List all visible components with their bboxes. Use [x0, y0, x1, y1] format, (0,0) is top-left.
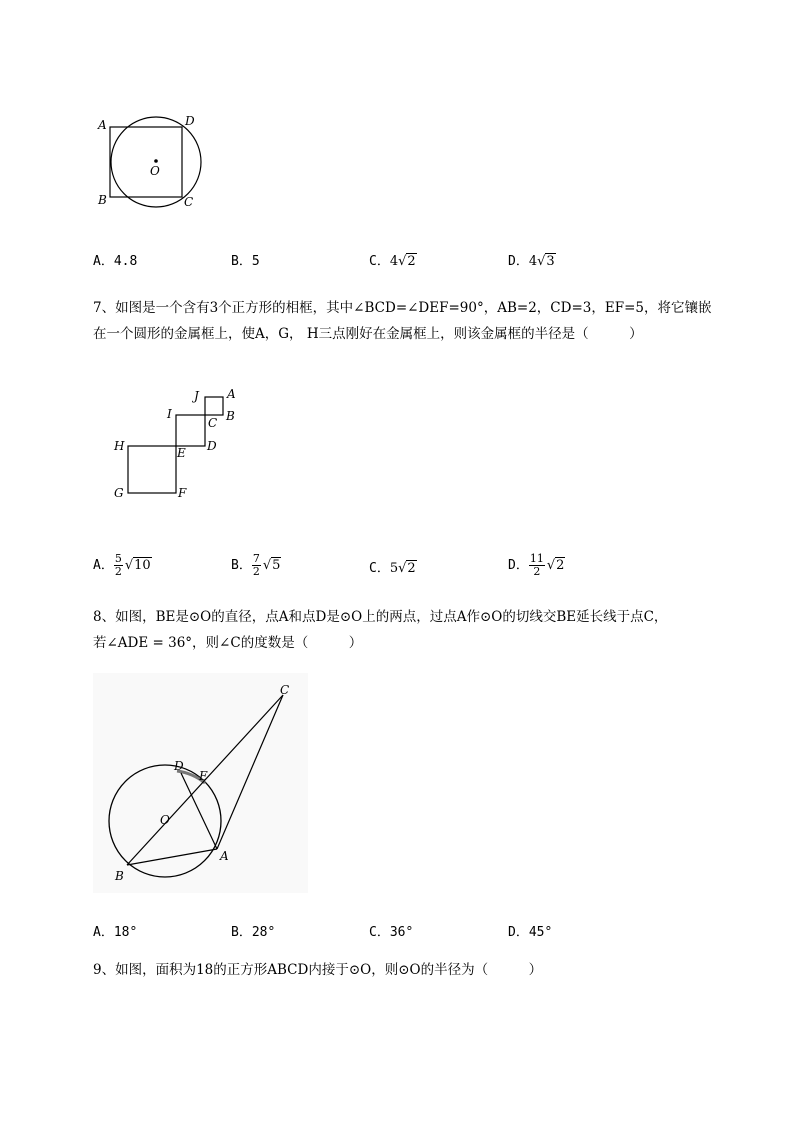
- label-C: C: [280, 683, 290, 697]
- radicand: 2: [407, 561, 416, 576]
- sqrt: √5: [262, 558, 281, 573]
- q7-option-d[interactable]: [508, 553, 565, 578]
- denominator: 2: [533, 565, 541, 578]
- q7-option-b[interactable]: [231, 553, 281, 578]
- option-value: 4.8: [113, 254, 138, 269]
- label-B: B: [115, 869, 124, 883]
- q6-option-d[interactable]: [508, 250, 556, 269]
- figure-square-circle: [90, 110, 220, 215]
- q8-option-a[interactable]: [93, 921, 137, 940]
- option-letter: D．: [508, 254, 529, 269]
- label-J: J: [194, 389, 199, 403]
- label-C: C: [184, 195, 194, 209]
- fraction: [252, 553, 261, 578]
- sqrt: √3: [537, 254, 555, 269]
- option-letter: B．: [231, 254, 252, 269]
- radicand: 10: [134, 558, 151, 573]
- option-value: 45°: [528, 925, 553, 940]
- q9-text: 9、如图，面积为18的正方形ABCD内接于⊙O，则⊙O的半径为（ ）: [93, 962, 543, 978]
- option-letter: A．: [93, 254, 114, 269]
- label-A: A: [98, 118, 107, 132]
- label-F: F: [178, 486, 187, 500]
- q8-option-c[interactable]: [369, 921, 413, 940]
- q8-line-2: 若∠ADE = 36°，则∠C的度数是（ ）: [93, 635, 363, 651]
- option-value: 36°: [389, 925, 414, 940]
- q8-option-d[interactable]: [508, 921, 552, 940]
- sqrt: √2: [546, 558, 565, 573]
- label-G: G: [114, 486, 124, 500]
- radicand: 2: [556, 558, 565, 573]
- radicand: 2: [407, 254, 416, 269]
- q7-option-a[interactable]: [93, 553, 152, 578]
- denominator: 2: [114, 565, 122, 578]
- label-E: E: [177, 446, 186, 460]
- option-letter: C．: [369, 561, 390, 576]
- label-H: H: [114, 439, 125, 453]
- label-B: B: [98, 193, 107, 207]
- option-letter: C．: [369, 254, 390, 269]
- label-D: D: [207, 439, 217, 453]
- numerator: 5: [114, 552, 122, 565]
- label-O: O: [150, 164, 160, 178]
- radicand: 3: [546, 254, 555, 269]
- label-O: O: [160, 813, 170, 827]
- option-coef: 5: [389, 561, 399, 576]
- q6-option-a[interactable]: [93, 250, 137, 269]
- label-D: D: [174, 759, 184, 773]
- q7-text: [93, 295, 753, 347]
- label-D: D: [185, 114, 195, 128]
- sqrt: √2: [398, 561, 416, 576]
- option-letter: A．: [93, 558, 114, 573]
- q8-line-1: 8、如图，BE是⊙O的直径，点A和点D是⊙O上的两点，过点A作⊙O的切线交BE延长线于点C，: [93, 609, 668, 625]
- fraction: [529, 553, 545, 578]
- option-coef: 4: [528, 254, 538, 269]
- q6-option-b[interactable]: [231, 250, 260, 269]
- option-letter: B．: [231, 558, 252, 573]
- sqrt: √10: [124, 558, 151, 573]
- q7-line-2: 在一个圆形的金属框上，使A，G， H三点刚好在金属框上，则该金属框的半径是（ ）: [93, 326, 643, 342]
- figure-three-squares: [108, 385, 258, 505]
- label-A: A: [220, 849, 229, 863]
- label-B: B: [226, 409, 235, 423]
- option-letter: C．: [369, 925, 390, 940]
- q8-option-b[interactable]: [231, 921, 275, 940]
- label-C: C: [208, 416, 218, 430]
- numerator: 11: [529, 552, 544, 565]
- label-A: A: [227, 387, 236, 401]
- option-value: 18°: [113, 925, 138, 940]
- sqrt: √2: [398, 254, 416, 269]
- fraction: [114, 553, 123, 578]
- option-letter: D．: [508, 925, 529, 940]
- option-value: 5: [251, 254, 260, 269]
- denominator: 2: [252, 565, 260, 578]
- numerator: 7: [252, 552, 260, 565]
- q8-text: [93, 604, 753, 656]
- q7-line-1: 7、如图是一个含有3个正方形的相框，其中∠BCD=∠DEF=90°，AB=2，CD=3，EF=5，将它镶嵌: [93, 300, 712, 316]
- q7-option-c[interactable]: [369, 557, 417, 576]
- option-letter: D．: [508, 558, 529, 573]
- option-coef: 4: [389, 254, 399, 269]
- option-letter: B．: [231, 925, 252, 940]
- option-letter: A．: [93, 925, 114, 940]
- label-I: I: [167, 407, 172, 421]
- option-value: 28°: [251, 925, 276, 940]
- q6-option-c[interactable]: [369, 250, 417, 269]
- label-E: E: [199, 769, 208, 783]
- radicand: 5: [272, 558, 281, 573]
- figure-circle-tangent: [93, 673, 308, 893]
